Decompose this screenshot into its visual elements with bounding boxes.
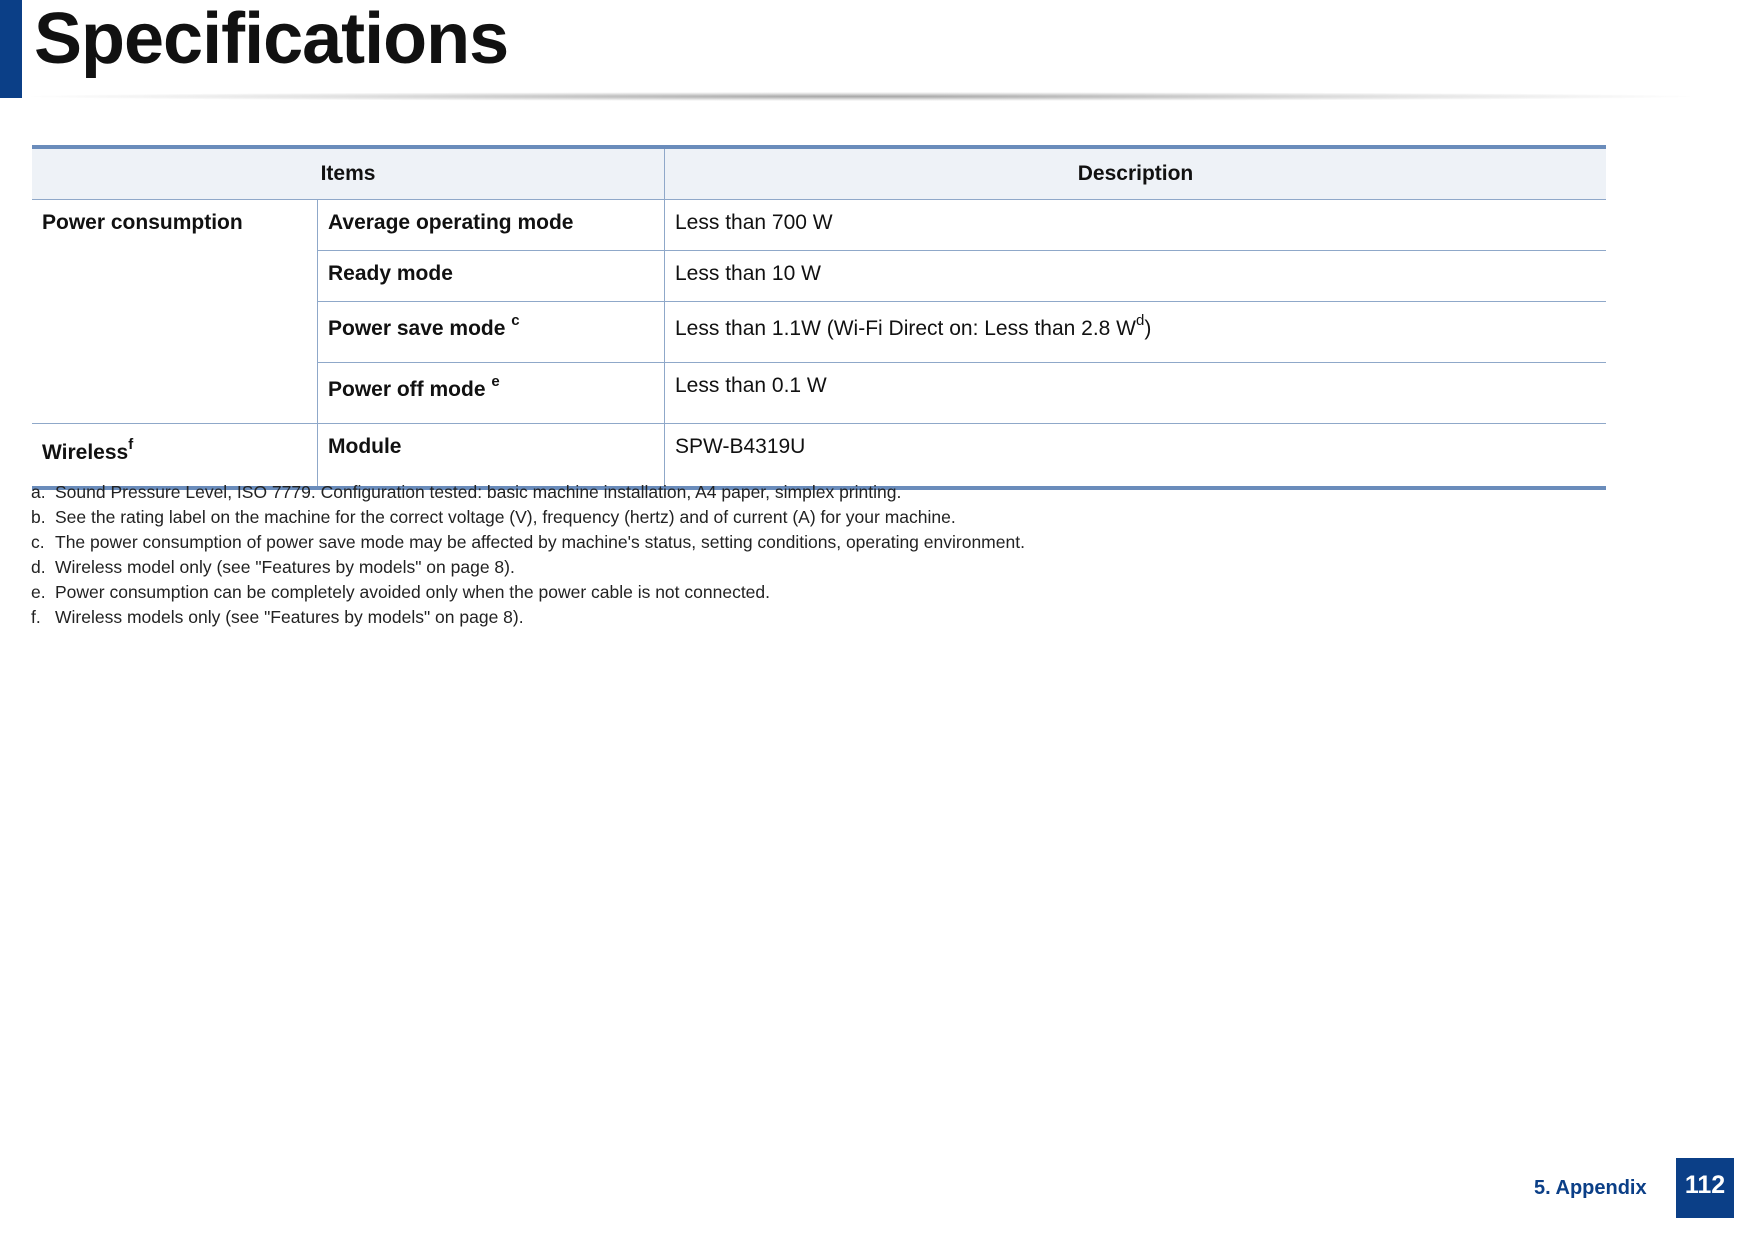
header-accent-bar: [0, 0, 22, 98]
footnote-ref-c[interactable]: c: [511, 312, 520, 329]
item-label: [318, 200, 665, 251]
item-label: [318, 302, 665, 363]
description-text: Less than 1.1W (Wi-Fi Direct on: Less than 2.8 W: [675, 317, 1136, 340]
item-text: Average operating mode: [328, 211, 574, 234]
footnote-letter: e.: [31, 582, 46, 602]
item-text: Ready mode: [328, 262, 453, 285]
header-items: Items: [32, 147, 665, 200]
page-title: Specifications: [34, 0, 509, 79]
category-wireless: [32, 424, 318, 489]
category-text: Wireless: [42, 441, 129, 464]
description-text: SPW-B4319U: [675, 435, 806, 458]
footer-section-link[interactable]: 5. Appendix: [1534, 1177, 1647, 1199]
footnote-letter: c.: [31, 532, 45, 552]
footnote-ref-e[interactable]: e: [491, 373, 500, 390]
footnote-text: Wireless model only (see "Features by models" on page 8).: [55, 557, 515, 577]
footnote: [31, 605, 1025, 630]
table-header-row: [32, 147, 1606, 200]
item-description: [665, 424, 1607, 489]
table-row: [32, 424, 1606, 489]
footnote-text: Sound Pressure Level, ISO 7779. Configuration tested: basic machine installation, A4 paper, simplex printing.: [55, 482, 902, 502]
item-description: [665, 302, 1607, 363]
specifications-table: [32, 145, 1606, 490]
item-description: [665, 251, 1607, 302]
footnotes-list: [31, 480, 1025, 630]
footnote: [31, 480, 1025, 505]
footnote: [31, 580, 1025, 605]
footnote-ref-d[interactable]: d: [1136, 312, 1145, 329]
item-description: [665, 200, 1607, 251]
item-label: [318, 424, 665, 489]
footnote: [31, 530, 1025, 555]
item-description: [665, 363, 1607, 424]
footnote-letter: f.: [31, 607, 41, 627]
description-text: Less than 700 W: [675, 211, 833, 234]
item-label: [318, 363, 665, 424]
footnote-text: The power consumption of power save mode may be affected by machine's status, setting conditions, operating environment.: [55, 532, 1025, 552]
category-power-consumption: Power consumption: [32, 200, 318, 424]
table-row: [32, 200, 1606, 251]
description-tail: ): [1144, 317, 1152, 340]
footnote-text: Power consumption can be completely avoided only when the power cable is not connected.: [55, 582, 771, 602]
footnote-text: Wireless models only (see "Features by models" on page 8).: [55, 607, 524, 627]
footnote-letter: d.: [31, 557, 46, 577]
page-number-badge: 112: [1676, 1158, 1734, 1218]
description-text: Less than 0.1 W: [675, 374, 827, 397]
footnote-ref-f[interactable]: f: [128, 436, 134, 453]
item-text: Power save mode: [328, 317, 512, 340]
header-description: Description: [665, 147, 1607, 200]
description-text: Less than 10 W: [675, 262, 821, 285]
title-divider: [30, 92, 1690, 101]
footnote-letter: a.: [31, 482, 46, 502]
item-text: Module: [328, 435, 402, 458]
item-text: Power off mode: [328, 378, 492, 401]
footnote-letter: b.: [31, 507, 46, 527]
footnote: [31, 555, 1025, 580]
item-label: [318, 251, 665, 302]
footnote-text: See the rating label on the machine for the correct voltage (V), frequency (hertz) and of current (A) for your machine.: [55, 507, 956, 527]
footnote: [31, 505, 1025, 530]
